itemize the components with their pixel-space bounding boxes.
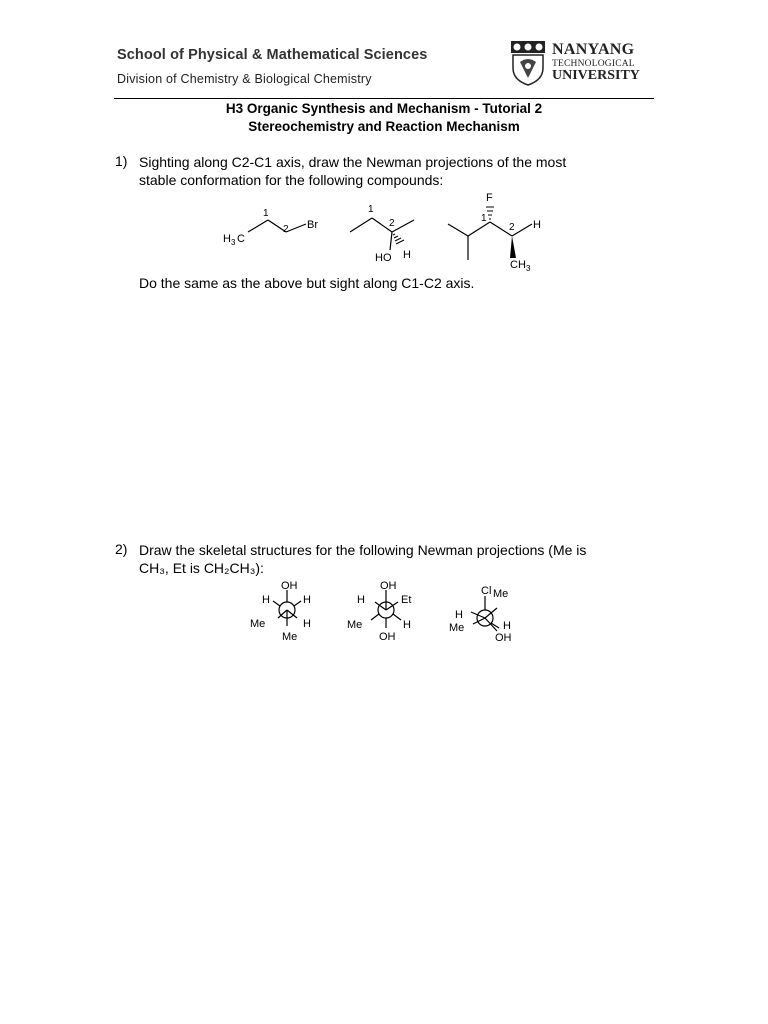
s2-carbon-label-2: 2 [389,218,395,229]
np3-top: Cl [481,585,492,597]
np3-lower-right: H [503,620,511,632]
structure-1-bromopropane [248,220,306,232]
division-name: Division of Chemistry & Biological Chemistry [117,72,372,86]
structure-2-butanol [350,218,414,250]
newman-projection-3 [449,585,512,644]
np2-lower-right: H [403,619,411,631]
q1-text-line1: Sighting along C2-C1 axis, draw the Newman projections of the most [139,154,567,170]
tutorial-subtitle: Stereochemistry and Reaction Mechanism [248,119,520,134]
q1-structures [220,188,580,278]
s2-carbon-label-1: 1 [368,204,374,215]
s2-hydrogen: H [403,249,411,261]
q2-newman-projections [245,578,535,648]
np1-upper-right: H [303,594,311,606]
np2-upper-left: H [357,594,365,606]
s3-solid-wedge [510,236,516,258]
np1-upper-left: H [262,594,270,606]
newman-projection-1 [250,580,311,643]
s1-methyl-sub: 3 [231,238,236,247]
s2-hashed-wedge [393,234,404,244]
q1-number: 1) [115,153,128,169]
np3-upper-left: H [455,609,463,621]
logo-line1: NANYANG [552,41,635,58]
s1-carbon-label-1: 1 [263,208,269,219]
np2-lower-left: Me [347,619,363,631]
s1-methyl-c: C [237,233,245,245]
s3-carbon-label-1: 1 [481,213,487,224]
s3-fluorine: F [486,192,493,204]
s2-hydroxyl: HO [375,252,392,264]
q2-text-line2: CH₃, Et is CH₂CH₃): [139,560,264,576]
np1-lower-left: Me [250,618,266,630]
np2-top: OH [380,580,397,592]
s3-hashed-wedge [486,207,494,219]
logo-line2: TECHNOLOGICAL [552,59,635,69]
school-name: School of Physical & Mathematical Sciences [117,47,428,63]
q1-followup: Do the same as the above but sight along C1-C2 axis. [139,275,475,291]
tutorial-title: H3 Organic Synthesis and Mechanism - Tutorial 2 [225,101,543,116]
structure-3-fluoro [448,222,532,260]
university-logo [510,40,645,90]
q2-number: 2) [115,541,128,557]
s1-carbon-label-2: 2 [283,224,289,235]
np1-bottom: Me [282,631,298,643]
np1-top: OH [281,580,298,592]
s1-bromine: Br [307,219,318,231]
newman-projection-2 [347,580,411,643]
q2-text-line1: Draw the skeletal structures for the following Newman projections (Me is [139,542,587,558]
ntu-crest-icon [510,40,546,86]
np3-top-right: Me [493,588,509,600]
s3-methyl-ch: CH [510,259,526,271]
logo-line3: UNIVERSITY [552,68,640,83]
q1-text-line2: stable conformation for the following compounds: [139,172,444,188]
s3-hydrogen: H [533,219,541,231]
np3-bottom: OH [495,632,512,644]
np3-lower-left: Me [449,622,465,634]
s1-methyl-h: H [223,233,231,245]
s3-carbon-label-2: 2 [509,222,515,233]
header-divider [114,98,654,99]
s3-methyl-sub: 3 [526,264,531,273]
np2-bottom: OH [379,631,396,643]
np1-lower-right: H [303,618,311,630]
np2-upper-right: Et [401,594,412,606]
